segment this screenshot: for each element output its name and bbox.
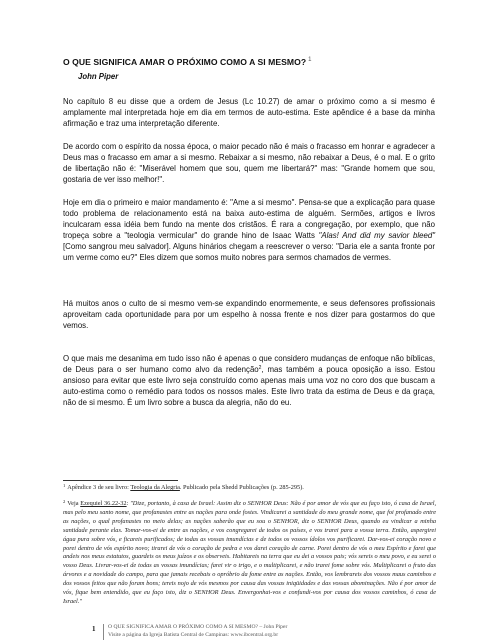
footnote-1 — [63, 484, 436, 493]
italic-text: "Alas! And did my savior bleed" — [318, 231, 435, 241]
text-run: Há muitos anos o culto de si mesmo vem-se expandindo enormemente, e seus defensores profissionais aproveitam cada oportunidade para por um espelho à nossa frente e nos dizer para gostarmos do que vemos. — [63, 299, 435, 331]
paragraph-discouragement — [63, 353, 435, 408]
text-run: , mas também a pouca oposição a isso. Estou ansioso para evitar que este livro seja construído como apenas mais uma voz no coro dos que buscam a auto-estima como o remédio para todos os nossos males. Este livro trata da estima de Deus e da graça, não de si mesmo. É um livro sobre a busca da alegria, não do eu. — [63, 365, 435, 408]
footer-title-line: O QUE SIGNIFICA AMAR O PRÓXIMO COMO A SI MESMO? – John Piper — [108, 624, 288, 630]
text-run: Veja — [67, 500, 81, 507]
underlined-reference[interactable]: Teologia da Alegria — [130, 484, 180, 491]
footnote-2 — [63, 500, 436, 607]
text-run: Apêndice 3 de seu livro: — [67, 484, 131, 491]
footnote-reference[interactable]: 2 — [63, 498, 66, 504]
text-run: O que mais me desanima em tudo isso não é apenas o que considero mudanças de enfoque não bíblicas, de Deus para o ser humano como alvo da redenção — [63, 354, 435, 375]
footnote-separator — [63, 480, 178, 481]
underlined-reference[interactable]: Ezequiel 36.22-32 — [80, 500, 127, 507]
paragraph-first-commandment — [63, 197, 435, 264]
text-run: De acordo com o espírito da nossa época, o maior pecado não é mais o fracasso em honrar e agradecer a Deus mas o fracasso em amar a si mesmo. Rebaixar a si mesmo, não rebaixar a Deus, é o mal. E o grito de libertação não é: "Miserável homem que sou, quem me libertará?" mas: "Grande homem que sou, gostaria de ver isso melhor!". — [63, 142, 435, 185]
text-run: [Como sangrou meu salvador]. Alguns hinários chegam a reescrever o verso: "Daria ele a santa fronte por um verme como eu?" Eles dizem que somos muito nobres para sermos chamados de vermes. — [63, 242, 435, 263]
footnote-reference[interactable]: 2 — [258, 365, 262, 372]
title-footnote-mark[interactable]: 1 — [308, 57, 312, 63]
title-text: O QUE SIGNIFICA AMAR O PRÓXIMO COMO A SI MESMO? — [63, 57, 307, 67]
text-run: Hoje em dia o primeiro e maior mandamento é: "Ame a si mesmo". Pensa-se que a explicação para quase todo problema de relacionamento está na baixa auto-estima de alguém. Sermões, artigos e livros inculcaram essa idéia bem fundo na mente dos cristãos. É rara a congregação, por exemplo, que não tropeça sobre a "teologia vermicular" do grande hino de Isaac Watts — [63, 198, 435, 241]
paragraph-intro — [63, 96, 435, 129]
document-title — [63, 55, 443, 68]
paragraph-cult-of-self — [63, 298, 435, 331]
page-number: 1 — [92, 625, 96, 633]
text-run: : — [126, 500, 131, 507]
text-run: No capítulo 8 eu disse que a ordem de Jesus (Lc 10.27) de amar o próximo como a si mesmo é amplamente mal interpretada hoje em dia em termos de auto-estima. Este apêndice é a base da minha afirmação e traz uma interpretação diferente. — [63, 97, 435, 129]
paragraph-spirit-of-age — [63, 141, 435, 185]
footnote-reference[interactable]: 1 — [63, 482, 66, 488]
author-name: John Piper — [78, 72, 119, 81]
footer-divider — [103, 624, 104, 640]
text-run: . Publicado pela Shedd Publicações (p. 285-295). — [179, 484, 304, 491]
footer-website-line[interactable]: Visite a página da Igreja Batista Central de Campinas: www.ibcentral.org.br — [108, 632, 279, 638]
italic-text: "Dize, portanto, à casa de Israel: Assim diz o SENHOR Deus: Não é por amor de vós que eu faço isto, ó casa de Israel, mas pelo meu santo nome, que profanastes entre as nações para onde fostes. Vindicarei a santidade do meu grande nome, que foi profanado entre as nações, o qual profanastes no meio delas; as nações saberão que eu sou o SENHOR, diz o SENHOR Deus, quando eu vindicar a minha santidade perante elas. Tomar-vos-ei de entre as nações, e vos congregarei de todos os países, e vos trarei para a vossa terra. Então, aspergirei água pura sobre vós, e ficareis purificados; de todas as vossas imundícias e de todos os vossos ídolos vos purificarei. Dar-vos-ei coração novo e porei dentro de vós espírito novo; tirarei de vós o coração de pedra e vos darei coração de carne. Porei dentro de vós o meu Espírito e farei que andeis nos meus estatutos, guardeis os meus juízos e os observeis. Habitareis na terra que eu dei a vossos pais; vós sereis o meu povo, e eu serei o vosso Deus. Livrar-vos-ei de todas as vossas imundícias; farei vir o trigo, e o multiplicarei, e não trarei fome sobre vós. Multiplicarei o fruto das árvores e a novidade do campo, para que jamais recebais o opróbrio da fome entre as nações. Então, vos lembrareis dos vossos maus caminhos e dos vossos feitos que não foram bons; tereis nojo de vós mesmos por causa das vossas iniqüidades e das vossas abominações. Não é por amor de vós, fique bem entendido, que eu faço isto, diz o SENHOR Deus. Envergonhai-vos e confundi-vos por causa dos vossos caminhos, ó casa de Israel." — [63, 500, 437, 605]
